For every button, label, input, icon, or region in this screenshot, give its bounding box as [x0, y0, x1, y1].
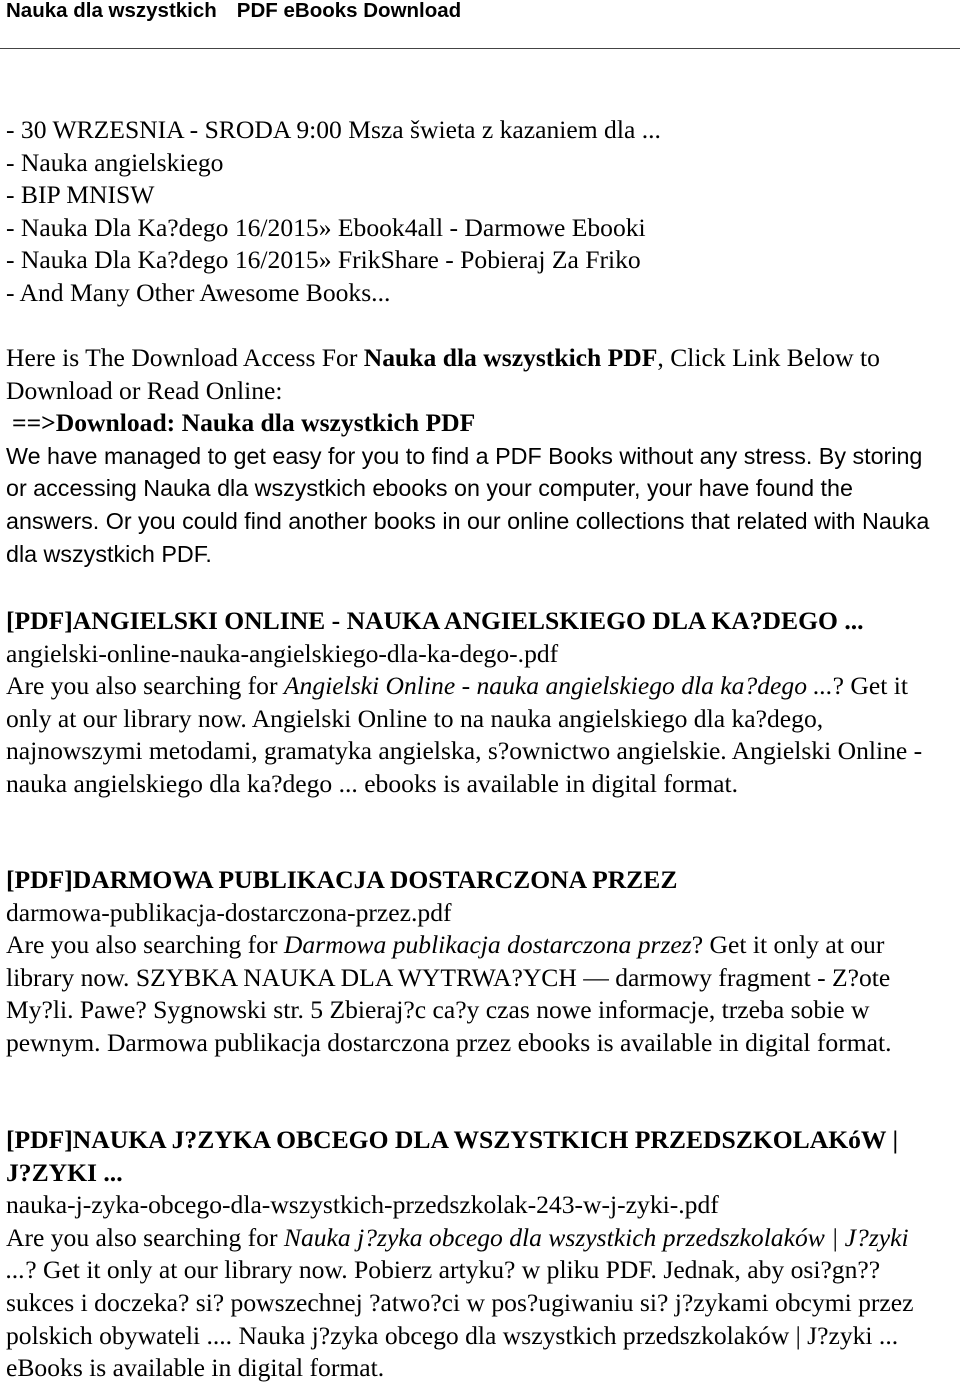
site-title: Nauka dla wszystkich — [6, 0, 217, 22]
related-list-item: - 30 WRZESNIA - SRODA 9:00 Msza šwieta z kazaniem dla ... — [6, 115, 661, 144]
result-item — [6, 864, 956, 1060]
result-description: pewnym. Darmowa publikacja dostarczona przez ebooks is available in digital format. — [6, 1027, 892, 1057]
result-description: only at our library now. Angielski Online to na nauka angielskiego dla ka?dego, — [6, 703, 824, 733]
result-filename: darmowa-publikacja-dostarczona-przez.pdf — [6, 897, 452, 927]
query-suffix: ? Get it only at our library now. Pobierz artyku? w pliku PDF. Jednak, aby osi?gn?? — [25, 1255, 881, 1285]
result-title: [PDF]ANGIELSKI ONLINE - NAUKA ANGIELSKIEGO DLA KA?DEGO ... — [6, 606, 864, 635]
description-line: or accessing Nauka dla wszystkich ebooks on your computer, your have found the — [6, 475, 853, 502]
related-list — [6, 114, 956, 310]
download-line — [6, 407, 956, 440]
query-prefix: Are you also searching for — [6, 671, 284, 701]
result-description: library now. SZYBKA NAUKA DLA WYTRWA?YCH — darmowy fragment - Z?ote — [6, 962, 891, 992]
result-description: najnowszymi metodami, gramatyka angielska, s?ownictwo angielskie. Angielski Online - — [6, 736, 923, 766]
header-divider — [0, 48, 960, 49]
query-title: Angielski Online - nauka angielskiego dla ka?dego ... — [283, 671, 833, 701]
description-line: We have managed to get easy for you to find a PDF Books without any stress. By storing — [6, 442, 923, 469]
related-list-item: - BIP MNISW — [6, 180, 155, 210]
intro-line: Download or Read Online: — [6, 375, 283, 405]
result-description: My?li. Pawe? Sygnowski str. 5 Zbieraj?c ca?y czas nowe informacje, trzeba sobie w — [6, 995, 870, 1025]
result-title: [PDF]DARMOWA PUBLIKACJA DOSTARCZONA PRZEZ — [6, 865, 678, 894]
intro-lead: Here is The Download Access For — [6, 343, 364, 372]
related-list-item: - Nauka angielskiego — [6, 147, 224, 177]
intro-tail: , Click Link Below to — [657, 343, 880, 372]
result-query-line — [6, 929, 956, 962]
result-title: [PDF]NAUKA J?ZYKA OBCEGO DLA WSZYSTKICH PRZEDSZKOLAKóW | — [6, 1125, 899, 1154]
result-item — [6, 1124, 956, 1385]
result-query-line — [6, 1222, 956, 1255]
page-header — [6, 0, 461, 22]
result-query-line — [6, 670, 956, 703]
book-description — [6, 440, 956, 570]
result-query-line — [6, 1254, 956, 1287]
related-list-item: - And Many Other Awesome Books... — [6, 277, 391, 307]
query-title: Nauka j?zyka obcego dla wszystkich przedszkolaków | J?zyki — [283, 1222, 909, 1252]
result-description: nauka angielskiego dla ka?dego ... ebooks is available in digital format. — [6, 768, 739, 798]
result-title: J?ZYKI ... — [6, 1157, 123, 1187]
download-intro — [6, 342, 956, 570]
description-line: dla wszystkich PDF. — [6, 540, 212, 567]
query-suffix: ? Get it — [832, 671, 908, 701]
site-tagline: PDF eBooks Download — [236, 0, 462, 22]
related-list-item: - Nauka Dla Ka?dego 16/2015» FrikShare - Pobieraj Za Friko — [6, 245, 641, 275]
query-title: ... — [6, 1255, 26, 1285]
result-description: polskich obywateli .... Nauka j?zyka obcego dla wszystkich przedszkolaków | J?zyki ... — [6, 1320, 899, 1350]
download-link[interactable]: ==>Download: Nauka dla wszystkich PDF — [12, 408, 476, 438]
query-prefix: Are you also searching for — [6, 1222, 284, 1252]
result-filename: angielski-online-nauka-angielskiego-dla-ka-dego-.pdf — [6, 638, 559, 668]
result-description: eBooks is available in digital format. — [6, 1353, 385, 1383]
result-filename: nauka-j-zyka-obcego-dla-wszystkich-przedszkolak-243-w-j-zyki-.pdf — [6, 1190, 719, 1220]
result-description: sukces i doczeka? si? powszechnej ?atwo?ci w pos?ugiwaniu si? j?zykami obcymi przez — [6, 1287, 914, 1317]
related-list-item: - Nauka Dla Ka?dego 16/2015» Ebook4all - Darmowe Ebooki — [6, 212, 646, 242]
description-line: answers. Or you could find another books in our online collections that related with Nauka — [6, 507, 930, 534]
query-suffix: ? Get it only at our — [691, 930, 885, 960]
query-prefix: Are you also searching for — [6, 930, 284, 960]
query-title: Darmowa publikacja dostarczona przez — [283, 930, 692, 960]
result-item — [6, 605, 956, 801]
intro-line — [6, 342, 956, 375]
intro-book-title: Nauka dla wszystkich PDF — [363, 343, 658, 372]
